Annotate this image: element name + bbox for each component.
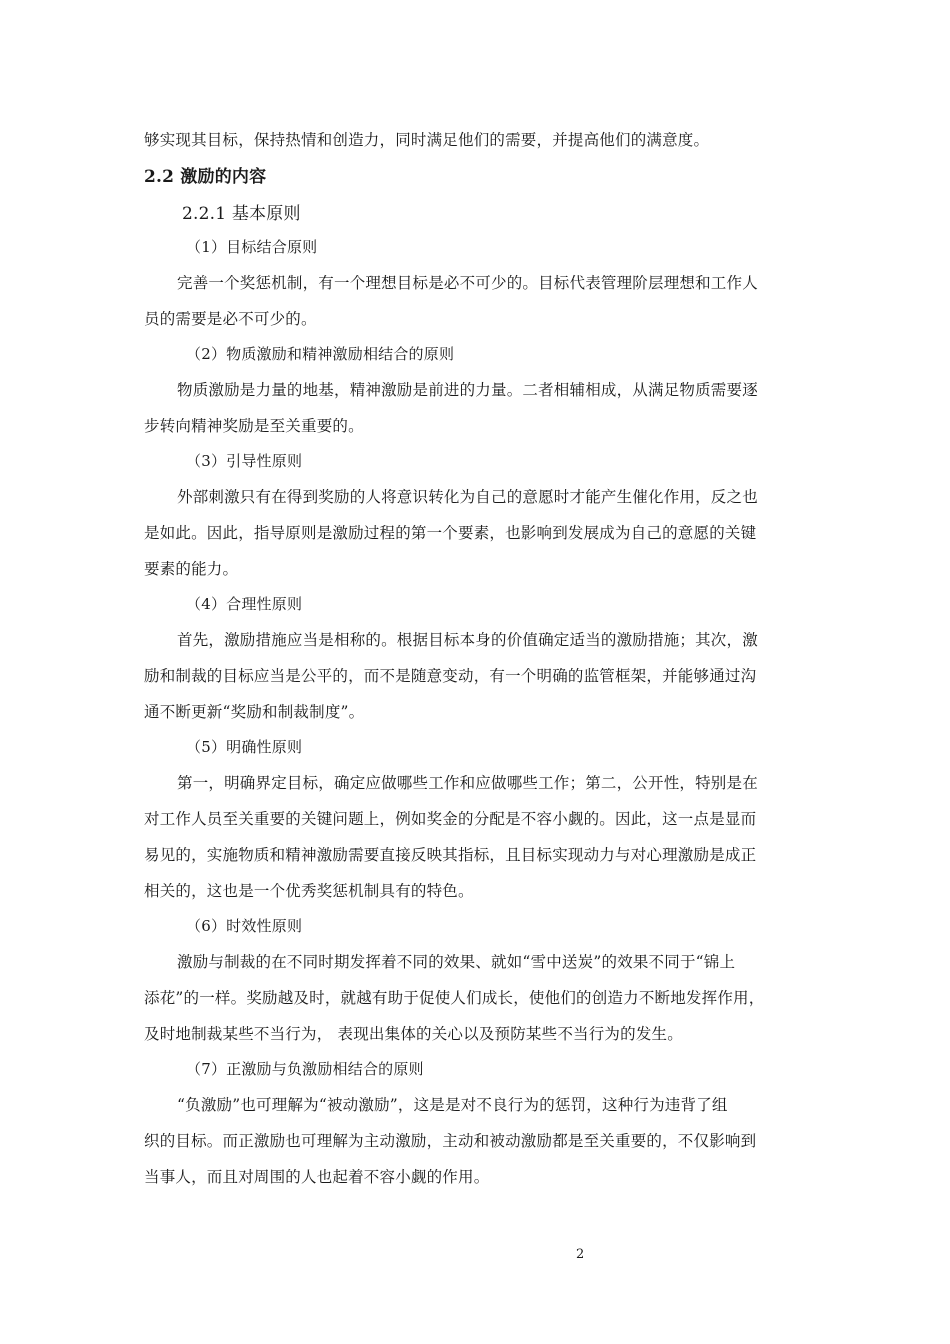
paragraph-line: 完善一个奖惩机制，有一个理想目标是必不可少的。目标代表管理阶层理想和工作人 [177, 274, 758, 292]
paragraph-line: 易见的，实施物质和精神激励需要直接反映其指标，且目标实现动力与对心理激励是成正 [144, 846, 757, 864]
paragraph-line: 首先，激励措施应当是相称的。根据目标本身的价值确定适当的激励措施；其次，激 [177, 631, 758, 649]
paragraph-line: 当事人，而且对周围的人也起着不容小觑的作用。 [144, 1168, 490, 1186]
paragraph-line: 相关的，这也是一个优秀奖惩机制具有的特色。 [144, 882, 474, 900]
paragraph-line: 添花”的一样。奖励越及时，就越有助于促使人们成长，使他们的创造力不断地发挥作用， [144, 989, 765, 1007]
paragraph-line: 步转向精神奖励是至关重要的。 [144, 417, 364, 435]
paragraph-line: 励和制裁的目标应当是公平的，而不是随意变动，有一个明确的监管框架，并能够通过沟 [144, 667, 757, 685]
principle-heading: （5）明确性原则 [186, 738, 303, 756]
paragraph-line: 及时地制裁某些不当行为， 表现出集体的关心以及预防某些不当行为的发生。 [144, 1025, 683, 1043]
principle-heading: （4）合理性原则 [186, 595, 303, 613]
paragraph-line: 对工作人员至关重要的关键问题上，例如奖金的分配是不容小觑的。因此，这一点是显而 [144, 810, 757, 828]
paragraph-line: 外部刺激只有在得到奖励的人将意识转化为自己的意愿时才能产生催化作用，反之也 [177, 488, 758, 506]
principle-heading: （6）时效性原则 [186, 917, 303, 935]
paragraph-line: 是如此。因此，指导原则是激励过程的第一个要素，也影响到发展成为自己的意愿的关键 [144, 524, 757, 542]
paragraph-line: 员的需要是必不可少的。 [144, 310, 317, 328]
paragraph-line: 通不断更新“奖励和制裁制度”。 [144, 703, 365, 721]
principle-heading: （2）物质激励和精神激励相结合的原则 [186, 345, 455, 363]
section-title: 2.2 激励的内容 [144, 167, 267, 187]
principle-heading: （7）正激励与负激励相结合的原则 [186, 1060, 424, 1078]
paragraph-line: 激励与制裁的在不同时期发挥着不同的效果、就如“雪中送炭”的效果不同于“锦上 [177, 953, 736, 971]
principle-heading: （1）目标结合原则 [186, 238, 318, 256]
principle-heading: （3）引导性原则 [186, 452, 303, 470]
paragraph-line: 物质激励是力量的地基，精神激励是前进的力量。二者相辅相成，从满足物质需要逐 [177, 381, 758, 399]
paragraph-line: 织的目标。而正激励也可理解为主动激励，主动和被动激励都是至关重要的，不仅影响到 [144, 1132, 757, 1150]
opening-line: 够实现其目标，保持热情和创造力，同时满足他们的需要，并提高他们的满意度。 [144, 131, 710, 149]
paragraph-line: 第一，明确界定目标，确定应做哪些工作和应做哪些工作；第二，公开性，特别是在 [177, 774, 758, 792]
subsection-title: 2.2.1 基本原则 [182, 204, 301, 224]
paragraph-line: “负激励”也可理解为“被动激励”，这是是对不良行为的惩罚，这种行为违背了组 [177, 1096, 728, 1114]
paragraph-line: 要素的能力。 [144, 560, 239, 578]
page-number: 2 [576, 1247, 585, 1262]
